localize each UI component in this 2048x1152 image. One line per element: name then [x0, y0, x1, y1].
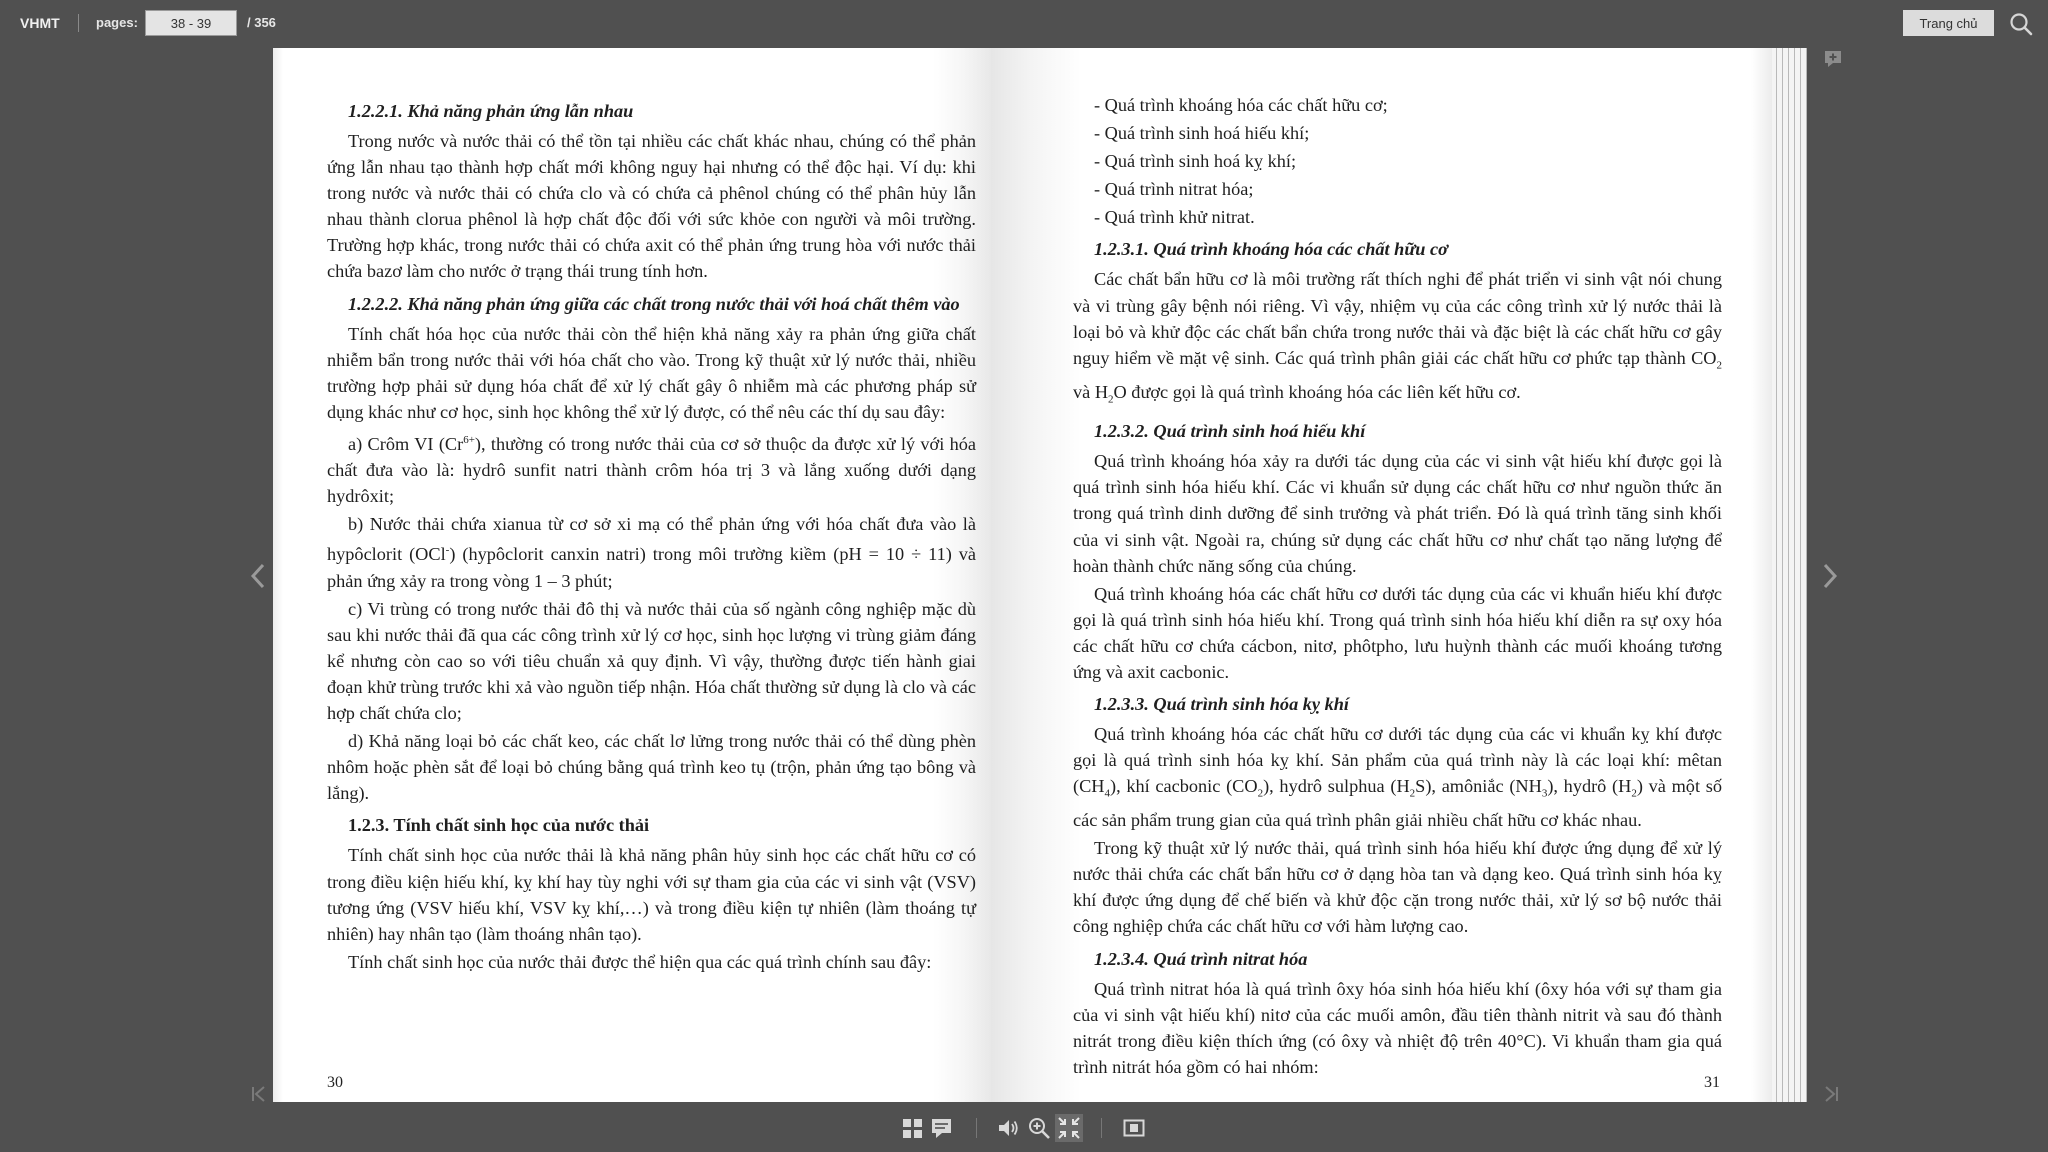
toolbar-divider [976, 1118, 977, 1138]
pages-label: pages: [96, 15, 138, 30]
text-run: S), amôniắc (NH [1415, 776, 1542, 797]
single-page-icon[interactable] [1122, 1116, 1146, 1140]
list-item: - Quá trình khử nitrat. [1094, 207, 1255, 228]
bookmark-icon[interactable] [1824, 50, 1842, 68]
text-run: và H [1073, 381, 1109, 402]
notes-icon[interactable] [930, 1116, 954, 1140]
text-run: O được gọi là quá trình khoáng hóa các liên kết hữu cơ. [1113, 381, 1521, 402]
chevron-right-icon[interactable] [1820, 562, 1840, 590]
right-page[interactable] [991, 48, 1772, 1102]
superscript: 6+ [463, 433, 475, 446]
thumbnails-icon[interactable] [901, 1116, 925, 1140]
zoom-in-icon[interactable] [1027, 1116, 1051, 1140]
home-button[interactable]: Trang chủ [1903, 10, 1994, 36]
list-item: - Quá trình khoáng hóa các chất hữu cơ; [1094, 95, 1388, 115]
chevron-left-icon[interactable] [248, 562, 268, 590]
divider [78, 14, 79, 32]
paragraph: Trong kỹ thuật xử lý nước thải, quá trình sinh hóa hiếu khí được ứng dụng để xử lý nước thải chứa các chất bẩn hữu cơ ở dạng hòa tan và dạng keo. Quá trình sinh hóa kỵ khí được ứng dụng để chế biến và khử độc cặn trong nước thải, xử lý sơ bộ nước thải công nghiệp chứa các chất hữu cơ với hàm lượng cao. [1073, 838, 1722, 937]
list-item: - Quá trình sinh hoá hiếu khí; [1094, 123, 1310, 144]
search-icon[interactable] [2008, 11, 2034, 37]
last-page-icon[interactable] [1822, 1084, 1840, 1104]
right-page-content [1073, 92, 1722, 1082]
paragraph [1073, 266, 1722, 412]
text-run: ), khí cacbonic (CO [1109, 776, 1258, 797]
page-number: 31 [1704, 1074, 1720, 1091]
paragraph: Tính chất sinh học của nước thải là khả năng phân hủy sinh học các chất hữu cơ có trong điều kiện hiếu khí, kỵ khí hay tùy nghi với sự tham gia của các vi sinh vật (VSV) tương ứng (VSV hiếu khí, VSV kỵ khí,…) và trong điều kiện tự nhiên (làm thoáng tự nhiên) hay nhân tạo (làm thoáng nhân tạo). [327, 845, 976, 944]
top-bar [0, 0, 2048, 46]
total-pages: / 356 [247, 15, 276, 30]
sound-icon[interactable] [997, 1116, 1021, 1140]
brand-title[interactable]: VHMT [20, 15, 60, 31]
paragraph: Tính chất hóa học của nước thải còn thể hiện khả năng xảy ra phản ứng giữa chất nhiễm bẩn trong nước thải với hóa chất cho vào. Trong kỹ thuật xử lý nước thải, nhiều trường hợp phải sử dụng hóa chất để xử lý chất gây ô nhiễm mà các phương pháp sử dụng khác như cơ học, sinh học không thể xử lý được, có thể nêu các thí dụ sau đây: [327, 323, 976, 422]
paragraph [327, 511, 976, 593]
text-run: a) Crôm VI (Cr [348, 434, 464, 455]
paragraph: c) Vi trùng có trong nước thải đô thị và nước thải của số ngành công nghiệp mặc dù sau khi nước thải đã qua các công trình xử lý cơ học, sinh học lượng vi trùng giảm đáng kể nhưng còn cao so với tiêu chuẩn xả quy định. Vì vậy, thường được tiến hành giai đoạn khử trùng trước khi xả vào nguồn tiếp nhận. Hóa chất thường sử dụng là clo và các hợp chất chứa clo; [327, 598, 976, 724]
page-number: 30 [327, 1074, 343, 1091]
text-run: ), hydrô sulphua (H [1263, 776, 1410, 797]
left-page[interactable] [273, 48, 991, 1102]
text-run: ) và một số các sản phẩm trung gian của quá trình phân giải nhiều chất hữu cơ khác nhau. [1073, 776, 1722, 831]
heading: 1.2.3.1. Quá trình khoáng hóa các chất hữu cơ [1094, 239, 1448, 260]
heading: 1.2.3. Tính chất sinh học của nước thải [348, 815, 650, 836]
subscript: 4 [1104, 787, 1110, 800]
paragraph: Quá trình nitrat hóa là quá trình ôxy hóa sinh hóa hiếu khí (ôxy hóa với sự tham gia của vi sinh vật hiếu khí) nitơ của các muối amôn, đầu tiên thành nitrit và sau đó thành nitrát trong điều kiện thích ứng (có ôxy và nhiệt độ trên 40°C). Vi khuẩn tham gia quá trình nitrát hóa gồm có hai nhóm: [1073, 978, 1722, 1077]
text-run: ), thường có trong nước thải của cơ sở thuộc da được xử lý với hóa chất đưa vào là: hydrô sunfit natri thành crôm hóa trị 3 và lắng xuống dưới dạng hydrôxit; [327, 434, 977, 507]
text-run: b) Nước thải chứa xianua từ cơ sở xi mạ có thể phản ứng với hóa chất đưa vào là hypôclorit (OCl [327, 514, 976, 565]
text-run: ), hydrô (H [1547, 776, 1632, 797]
paragraph: Quá trình khoáng hóa các chất hữu cơ dưới tác dụng của các vi khuẩn hiếu khí được gọi là quá trình sinh hóa hiếu khí. Trong quá trình sinh hóa hiếu khí diễn ra sự oxy hóa các chất hữu cơ chứa cácbon, nitơ, phôtpho, lưu huỳnh thành các muối khoáng tương ứng và axit cacbonic. [1073, 583, 1722, 682]
list-item: - Quá trình sinh hoá kỵ khí; [1094, 151, 1297, 172]
toolbar-divider [1101, 1118, 1102, 1138]
heading: 1.2.3.3. Quá trình sinh hóa kỵ khí [1094, 694, 1350, 715]
subscript: 2 [1409, 787, 1416, 800]
paragraph: d) Khả năng loại bỏ các chất keo, các chất lơ lửng trong nước thải có thể dùng phèn nhôm hoặc phèn sắt để loại bỏ chúng bằng quá trình keo tụ (trộn, phản ứng tạo bông và lắng). [327, 731, 976, 804]
heading: 1.2.2.1. Khả năng phản ứng lẫn nhau [348, 101, 634, 121]
list-item: - Quá trình nitrat hóa; [1094, 179, 1254, 200]
subscript: 2 [1257, 787, 1264, 800]
paragraph [327, 427, 976, 509]
heading: 1.2.2.2. Khả năng phản ứng giữa các chất trong nước thải với hoá chất thêm vào [348, 293, 960, 314]
subscript: 2 [1631, 787, 1637, 800]
left-page-content [327, 92, 976, 977]
text-run: Các chất bẩn hữu cơ là môi trường rất thích nghi để phát triển vi sinh vật nói chung và vi trùng gây bệnh nói riêng. Vì vậy, nhiệm vụ của các công trình xử lý nước thải là loại bỏ và khử độc các chất bẩn chứa trong nước thải và đặc biệt là các chất hữu cơ gây nguy hiểm về mặt vệ sinh. Các quá trình phân giải các chất hữu cơ phức tạp thành CO [1073, 269, 1722, 368]
paragraph: Tính chất sinh học của nước thải được thể hiện qua các quá trình chính sau đây: [348, 951, 932, 972]
heading: 1.2.3.4. Quá trình nitrat hóa [1094, 948, 1308, 969]
superscript: - [445, 544, 450, 557]
paragraph: Trong nước và nước thải có thể tồn tại nhiều các chất khác nhau, chúng có thể phản ứng lẫn nhau tạo thành hợp chất mới không nguy hại nhưng có thể độc hại. Ví dụ: khi trong nước và nước thải có chứa clo và có chứa cả phênol chúng có thể phân hủy lẫn nhau thành clorua phênol là hợp chất độc đối với sức khỏe con người và môi trường. Trường hợp khác, trong nước thải có chứa axit có thể phản ứng trung hòa với nước thải chứa bazơ làm cho nước ở trạng thái trung tính hơn. [327, 131, 976, 282]
subscript: 2 [1108, 393, 1114, 406]
fit-screen-icon[interactable] [1057, 1116, 1081, 1140]
text-run: ) (hypôclorit canxin natri) trong môi trường kiềm (pH = 10 ÷ 11) và phản ứng xảy ra trong vòng 1 – 3 phút; [327, 544, 977, 591]
text-run: Quá trình khoáng hóa các chất hữu cơ dưới tác dụng của các vi khuẩn kỵ khí được gọi là quá trình sinh hóa kỵ khí. Sản phẩm của quá trình này là các loại khí: mêtan (CH [1073, 724, 1722, 797]
heading: 1.2.3.2. Quá trình sinh hoá hiếu khí [1094, 421, 1366, 442]
subscript: 2 [1716, 359, 1722, 372]
page-number-input[interactable] [145, 10, 237, 36]
first-page-icon[interactable] [250, 1084, 268, 1104]
paragraph [1073, 721, 1722, 833]
subscript: 3 [1541, 787, 1548, 800]
page-stack [1770, 48, 1816, 1102]
paragraph: Quá trình khoáng hóa xảy ra dưới tác dụng của các vi sinh vật hiếu khí được gọi là quá trình sinh hóa hiếu khí. Các vi khuẩn sử dụng các chất hữu cơ như nguồn thức ăn trong quá trình dinh dưỡng để sinh trưởng và phát triển. Đó là quá trình tăng sinh khối của vi sinh vật. Ngoài ra, chúng sử dụng các chất hữu cơ như chất tạo năng lượng để hoàn thành chức năng sống của chúng. [1073, 451, 1722, 576]
